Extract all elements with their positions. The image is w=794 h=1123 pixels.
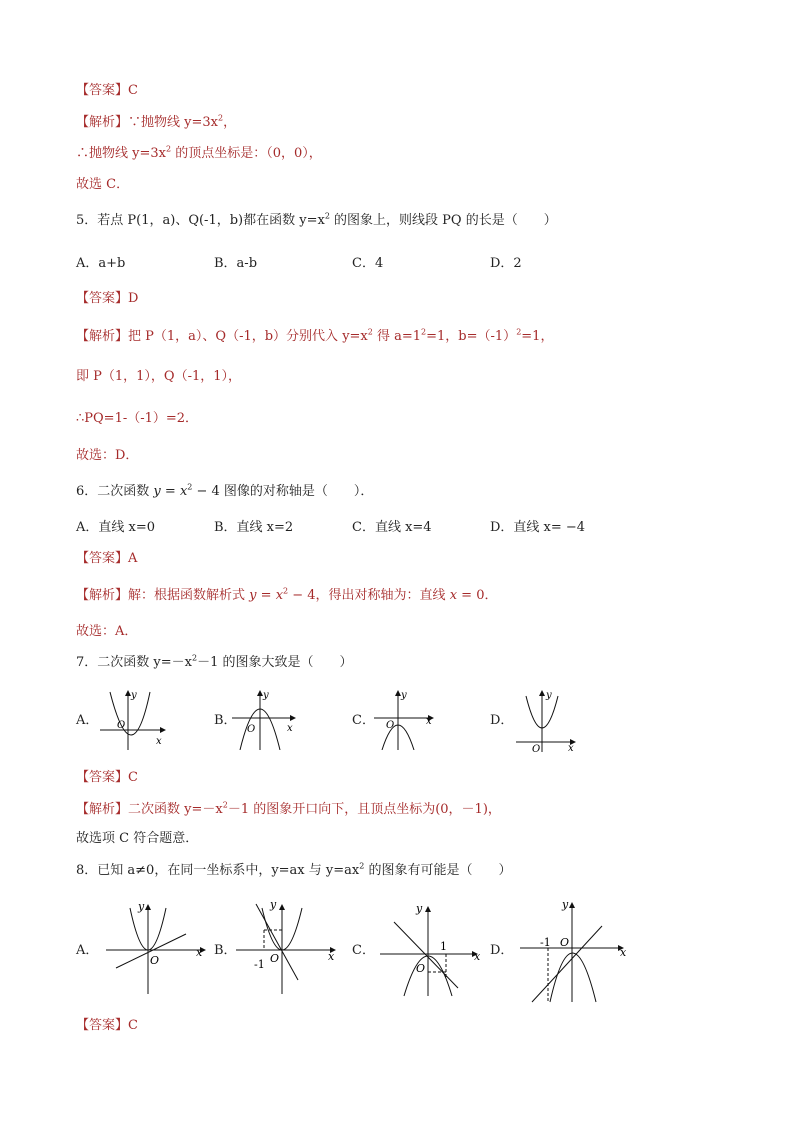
q5-option-a[interactable]: A．a+b bbox=[76, 256, 126, 271]
q7-option-a-label[interactable]: A． bbox=[76, 713, 99, 728]
analysis-line-q4-1: 【解析】∵抛物线 $y=3x^2$， bbox=[76, 113, 237, 130]
q8-graph-b[interactable] bbox=[234, 898, 342, 998]
q7-option-c-label[interactable]: C． bbox=[352, 713, 375, 728]
analysis-line-q5-1: 【解析】把 P（1，a）、Q（-1，b）分别代入 $y=x^2$ 得 $a=1^2=1$，$b=(-1)^2=1$， bbox=[76, 327, 554, 344]
q7b-y-label: y bbox=[263, 690, 269, 701]
q6-option-b[interactable]: B．直线 x=2 bbox=[214, 520, 294, 535]
q8c-y-label: y bbox=[416, 902, 423, 915]
q8d-x-label: x bbox=[620, 946, 627, 959]
q8a-x-label: x bbox=[196, 946, 203, 959]
q8d-y-label: y bbox=[562, 898, 569, 911]
q8-graph-c[interactable] bbox=[378, 898, 486, 998]
q7-graph-c[interactable] bbox=[372, 688, 440, 750]
q7d-o-label: O bbox=[532, 744, 541, 752]
q7a-y-label: y bbox=[131, 690, 137, 701]
q8-option-c-label[interactable]: C． bbox=[352, 943, 375, 958]
q6-option-a[interactable]: A．直线 x=0 bbox=[76, 520, 156, 535]
q6-option-c[interactable]: C．直线 x=4 bbox=[352, 520, 432, 535]
q7d-y-label: y bbox=[546, 690, 552, 701]
q8b-y-label: y bbox=[270, 898, 277, 911]
analysis-line-q7-2: 故选项 C 符合题意． bbox=[76, 831, 199, 846]
q8b-o-label: O bbox=[270, 952, 280, 965]
q7c-x-label: x bbox=[426, 716, 432, 727]
q7-graph-b[interactable] bbox=[232, 688, 300, 750]
q8a-o-label: O bbox=[150, 954, 160, 967]
q6-option-d[interactable]: D．直线 x= −4 bbox=[490, 520, 586, 535]
q7-option-b-label[interactable]: B． bbox=[214, 713, 237, 728]
q8d-o-label: O bbox=[560, 936, 570, 949]
q5-option-d[interactable]: D．2 bbox=[490, 256, 522, 271]
q8-option-a-label[interactable]: A． bbox=[76, 943, 99, 958]
q8c-o-label: O bbox=[416, 962, 426, 975]
analysis-line-q5-2: 即 P（1，1），Q（-1，1）， bbox=[76, 369, 242, 384]
q7a-o-label: O bbox=[117, 720, 126, 731]
question-6: 6．二次函数 $y = x^2 - 4$ 图像的对称轴是（ ）． bbox=[76, 482, 374, 499]
q7c-y-label: y bbox=[401, 690, 407, 701]
question-8: 8．已知 a≠0，在同一坐标系中，y=ax 与 $y=ax^2$ 的图象有可能是（ ） bbox=[76, 861, 512, 878]
question-7: 7．二次函数 $y=-x^2-1$ 的图象大致是（ ） bbox=[76, 653, 353, 670]
answer-line-q5: 【答案】D bbox=[76, 291, 139, 306]
question-5: 5．若点 P(1，a)、Q(-1，b)都在函数 $y=x^2$ 的图象上，则线段 PQ 的长是（ ） bbox=[76, 211, 557, 228]
answer-line-q4: 【答案】C bbox=[76, 83, 138, 98]
analysis-line-q6-2: 故选：A． bbox=[76, 624, 138, 639]
analysis-line-q7-1: 【解析】二次函数 $y=-x^2-1$ 的图象开口向下，且顶点坐标为(0，－1)， bbox=[76, 800, 501, 817]
q8b-x-label: x bbox=[328, 950, 335, 963]
q7d-x-label: x bbox=[568, 743, 574, 752]
q7b-x-label: x bbox=[287, 723, 293, 734]
q7c-o-label: O bbox=[386, 720, 395, 731]
q7a-x-label: x bbox=[156, 736, 162, 747]
q5-option-b[interactable]: B．a-b bbox=[214, 256, 258, 271]
q8-graph-d[interactable] bbox=[518, 896, 634, 1004]
analysis-line-q5-4: 故选：D． bbox=[76, 448, 139, 463]
q8c-one-label: 1 bbox=[440, 940, 447, 953]
q8-graph-a[interactable] bbox=[104, 898, 212, 998]
q8b-neg1-label: -1 bbox=[254, 958, 265, 971]
analysis-line-q4-3: 故选 C． bbox=[76, 177, 130, 192]
q8-option-b-label[interactable]: B． bbox=[214, 943, 237, 958]
q7-option-d-label[interactable]: D． bbox=[490, 713, 514, 728]
answer-line-q6: 【答案】A bbox=[76, 551, 138, 566]
q5-option-c[interactable]: C．4 bbox=[352, 256, 384, 271]
analysis-line-q6-1: 【解析】解：根据函数解析式 $y = x^2 - 4$，得出对称轴为：直线 x = 0． bbox=[76, 586, 498, 603]
answer-line-q7: 【答案】C bbox=[76, 770, 138, 785]
q7-graph-a[interactable] bbox=[100, 688, 168, 750]
q8a-y-label: y bbox=[138, 900, 145, 913]
analysis-line-q5-3: ∴PQ=1-（-1）=2． bbox=[76, 411, 199, 426]
q7b-o-label: O bbox=[247, 724, 256, 735]
answer-line-q8: 【答案】C bbox=[76, 1018, 138, 1033]
analysis-line-q4-2: ∴抛物线 $y=3x^2$ 的顶点坐标是：（0，0）， bbox=[76, 144, 322, 161]
q8c-x-label: x bbox=[474, 950, 481, 963]
q7-graph-d[interactable] bbox=[512, 688, 580, 752]
q8d-neg1-label: -1 bbox=[540, 936, 551, 949]
q8-option-d-label[interactable]: D． bbox=[490, 943, 514, 958]
